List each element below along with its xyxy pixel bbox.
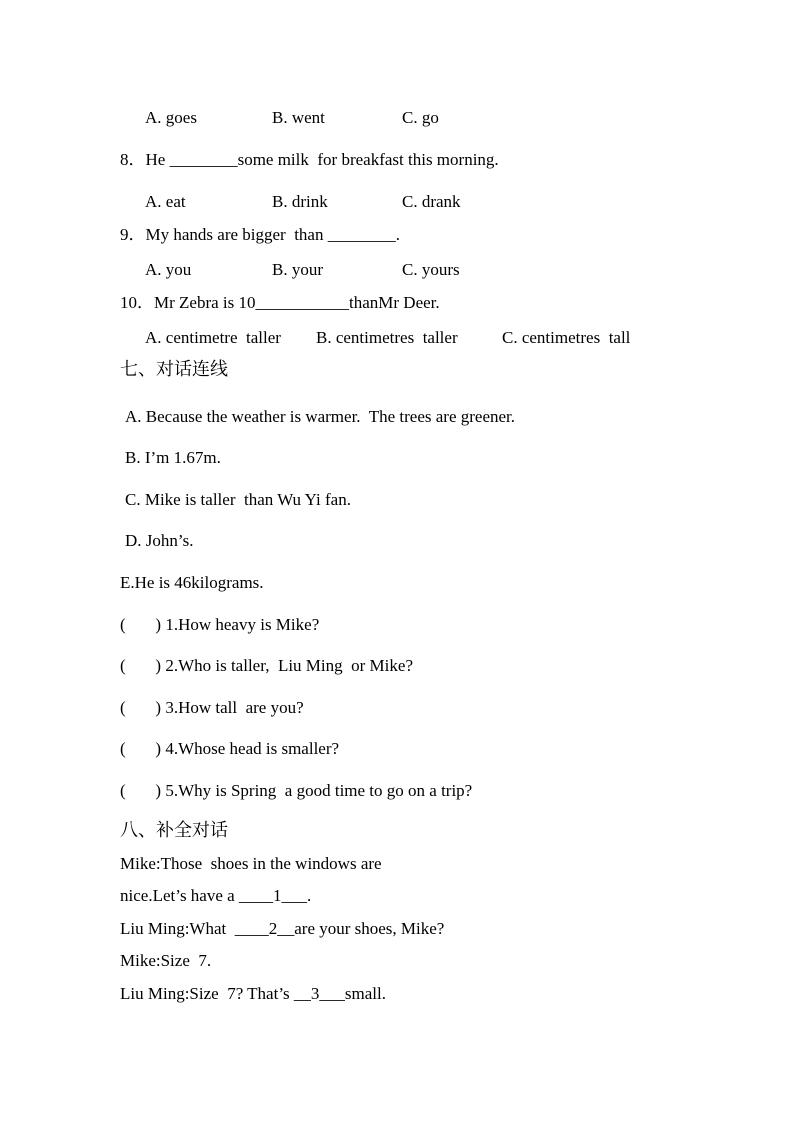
match-question-1: ( ) 1.How heavy is Mike? xyxy=(120,615,320,634)
q8-option-b: B. drink xyxy=(272,192,328,211)
q7-option-c: C. go xyxy=(402,108,439,127)
dialogue-line-3: Liu Ming:What ____2__are your shoes, Mike? xyxy=(120,919,445,938)
q9-option-a: A. you xyxy=(145,260,192,279)
q10-option-b: B. centimetres taller xyxy=(316,328,458,347)
section-8-heading: 八、补全对话 xyxy=(120,820,228,841)
answer-option-e: E.He is 46kilograms. xyxy=(120,573,264,592)
dialogue-line-1: Mike:Those shoes in the windows are xyxy=(120,854,382,873)
answer-option-b: B. I’m 1.67m. xyxy=(125,448,221,467)
dialogue-line-5: Liu Ming:Size 7? That’s __3___small. xyxy=(120,984,386,1003)
q7-option-b: B. went xyxy=(272,108,325,127)
q9-option-b: B. your xyxy=(272,260,323,279)
q8-stem: 8．He ________some milk for breakfast this morning. xyxy=(120,150,499,169)
answer-option-c: C. Mike is taller than Wu Yi fan. xyxy=(125,490,351,509)
q7-option-a: A. goes xyxy=(145,108,197,127)
answer-option-d: D. John’s. xyxy=(125,531,194,550)
match-question-3: ( ) 3.How tall are you? xyxy=(120,698,304,717)
match-question-5: ( ) 5.Why is Spring a good time to go on a trip? xyxy=(120,781,473,800)
match-question-4: ( ) 4.Whose head is smaller? xyxy=(120,739,340,758)
q9-stem: 9．My hands are bigger than ________. xyxy=(120,225,400,244)
q8-option-a: A. eat xyxy=(145,192,186,211)
match-question-2: ( ) 2.Who is taller, Liu Ming or Mike? xyxy=(120,656,413,675)
q8-option-c: C. drank xyxy=(402,192,461,211)
q10-stem: 10．Mr Zebra is 10___________thanMr Deer. xyxy=(120,293,440,312)
answer-option-a: A. Because the weather is warmer. The trees are greener. xyxy=(125,407,516,426)
q10-option-a: A. centimetre taller xyxy=(145,328,281,347)
dialogue-line-4: Mike:Size 7. xyxy=(120,951,212,970)
q9-option-c: C. yours xyxy=(402,260,460,279)
section-7-heading: 七、对话连线 xyxy=(120,359,228,380)
dialogue-line-2: nice.Let’s have a ____1___. xyxy=(120,886,312,905)
q10-option-c: C. centimetres tall xyxy=(502,328,631,347)
